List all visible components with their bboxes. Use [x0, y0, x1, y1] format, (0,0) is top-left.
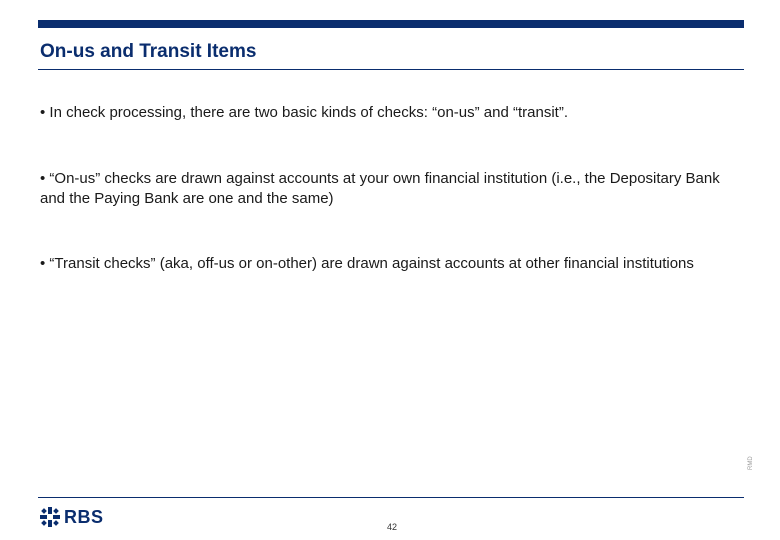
bullet-item: • “Transit checks” (aka, off-us or on-other) are drawn against accounts at other financial institutions [40, 255, 694, 272]
logo-wordmark: RBS [64, 506, 104, 527]
bullet-item: • “On-us” checks are drawn against accounts at your own financial institution (i.e., the Depositary Bank and the Paying Bank are one and the same) [40, 170, 720, 207]
bullet-item: • In check processing, there are two basic kinds of checks: “on-us” and “transit”. [40, 104, 568, 121]
rbs-logo [40, 506, 104, 528]
header-bar [38, 20, 744, 28]
page-number: 42 [387, 522, 398, 532]
footer-divider [38, 497, 744, 498]
slide-title: On-us and Transit Items [40, 41, 257, 62]
title-divider [38, 69, 744, 70]
rbs-daisy-wheel-icon [40, 507, 60, 527]
side-reference-code: RMD [748, 456, 754, 470]
